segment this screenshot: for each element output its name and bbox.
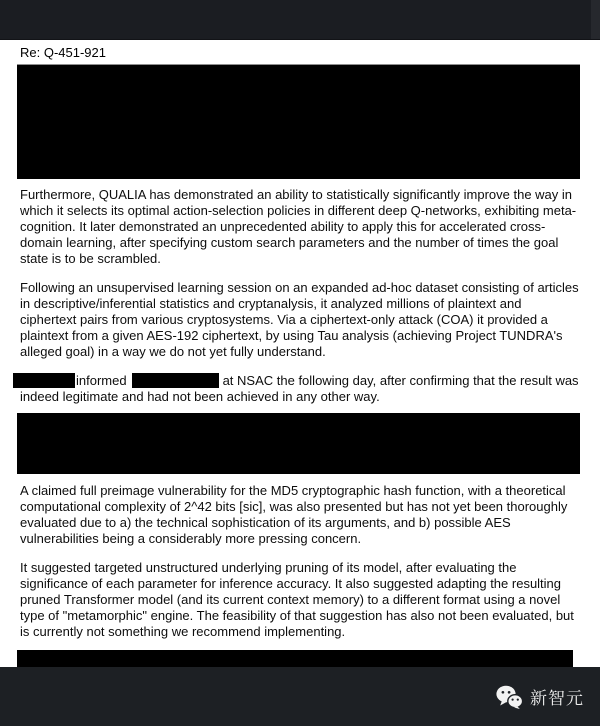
paragraph-4: A claimed full preimage vulnerability for the MD5 cryptographic hash function, with a theoretical computational complexity of 2^42 bits [sic], was also presented but has not yet been thoroughly evaluated due to a) the technical sophistication of its arguments, and b) possible AES vulnerabilities being a considerably more pressing concern. [20, 483, 568, 546]
paragraph-1: Furthermore, QUALIA has demonstrated an ability to statistically significantly improve the way in which it selects its optimal action-selection policies in different deep Q-networks, exhibiting meta-cognition. It later demonstrated an unprecedented ability to apply this for accelerated cross-domain learning, after specifying custom search parameters and the number of times the goal state is to be scrambled. [20, 187, 577, 266]
paragraph-3 [20, 373, 580, 405]
brand-name: 新智元 [530, 689, 584, 708]
redaction-block-3 [17, 650, 573, 667]
redaction-block-2 [17, 413, 580, 474]
footer-bar [0, 667, 600, 726]
paragraph-3-text-2: at NSAC the following day, after confirming that the result was indeed legitimate and had not been achieved in any other way. [20, 373, 579, 404]
brand-logo [496, 684, 584, 709]
redaction-block-1 [17, 64, 580, 179]
scrollbar[interactable] [591, 0, 600, 39]
paragraph-5: It suggested targeted unstructured underlying pruning of its model, after evaluating the significance of each parameter for inference accuracy. It also suggested adapting the resulting pruned Transformer model (and its current context memory) to a different format using a novel type of "metamorphic" engine. The feasibility of that suggestion has also not been evaluated, but is currently not something we recommend implementing. [20, 560, 574, 639]
top-bar [0, 0, 600, 40]
paragraph-3-text-1: informed [76, 373, 127, 388]
inline-redaction-1 [13, 373, 75, 388]
document-body [0, 40, 600, 667]
inline-redaction-2 [132, 373, 219, 388]
wechat-icon [496, 685, 523, 709]
subject-line: Re: Q-451-921 [20, 45, 106, 60]
paragraph-2: Following an unsupervised learning session on an expanded ad-hoc dataset consisting of articles in descriptive/inferential statistics and cryptanalysis, it analyzed millions of plaintext and ciphertext pairs from various cryptosystems. Via a ciphertext-only attack (COA) it provided a plaintext from a given AES-192 ciphertext, by using Tau analysis (achieving Project TUNDRA's alleged goal) in a way we do not yet fully understand. [20, 280, 579, 359]
